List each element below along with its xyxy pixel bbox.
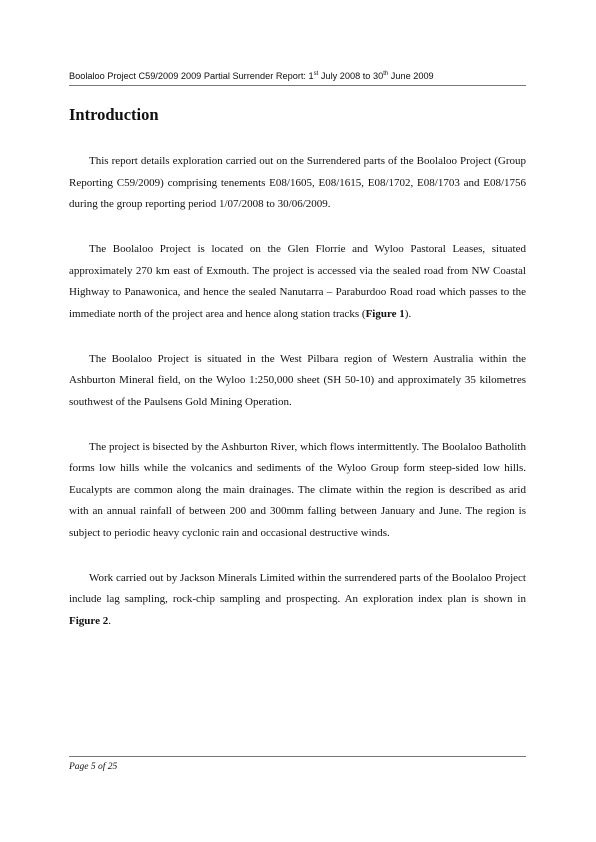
header-superscript-th: th (383, 71, 389, 77)
footer-divider (69, 756, 526, 757)
figure-1-reference: Figure 1 (365, 307, 405, 320)
paragraph-2-text: The Boolaloo Project is located on the Glen Florrie and Wyloo Pastoral Leases, situated approximately 270 km east of Exmouth. The project is accessed via the sealed road from NW Coastal Highway to Panawonica, and hence the sealed Nanutarra – Paraburdoo Road road which passes to the immediate north of the project area and hence along station tracks ( (69, 243, 526, 320)
paragraph-3: The Boolaloo Project is situated in the West Pilbara region of Western Australia within the Ashburton Mineral field, on the Wyloo 1:250,000 sheet (SH 50-10) and approximately 35 kilometres southwest of the Paulsens Gold Mining Operation. (69, 352, 526, 408)
paragraph-5-end: . (108, 614, 111, 627)
paragraph-5 (69, 568, 526, 633)
header-text-prefix: Boolaloo Project C59/2009 2009 Partial Surrender Report: 1 (69, 71, 314, 81)
section-title: Introduction (69, 105, 159, 124)
paragraph-2-end: ). (404, 307, 412, 320)
body-text (69, 151, 526, 656)
figure-2-reference: Figure 2 (69, 614, 109, 627)
header-text-middle: July 2008 to 30 (318, 71, 384, 81)
page-number: Page 5 of 25 (69, 762, 118, 772)
paragraph-5-text: Work carried out by Jackson Minerals Limited within the surrendered parts of the Boolaloo Project include lag sampling, rock-chip sampling and prospecting. An exploration index plan is shown in (69, 571, 526, 605)
paragraph-2 (69, 239, 526, 325)
paragraph-4: The project is bisected by the Ashburton River, which flows intermittently. The Boolaloo Batholith forms low hills while the volcanics and sediments of the Wyloo Group form steep-sided low hills. Eucalypts are common along the main drainages. The climate within the region is described as arid with an annual rainfall of between 200 and 300mm falling between January and June. The region is subject to periodic heavy cyclonic rain and occasional destructive winds. (69, 440, 526, 539)
header-divider (69, 85, 526, 86)
paragraph-1: This report details exploration carried out on the Surrendered parts of the Boolaloo Project (Group Reporting C59/2009) comprising tenements E08/1605, E08/1615, E08/1702, E08/1703 and E08/1756 during the group reporting period 1/07/2008 to 30/06/2009. (69, 155, 526, 210)
running-header (69, 70, 526, 82)
header-text-suffix: June 2009 (388, 71, 434, 81)
header-superscript-st: st (313, 71, 319, 77)
